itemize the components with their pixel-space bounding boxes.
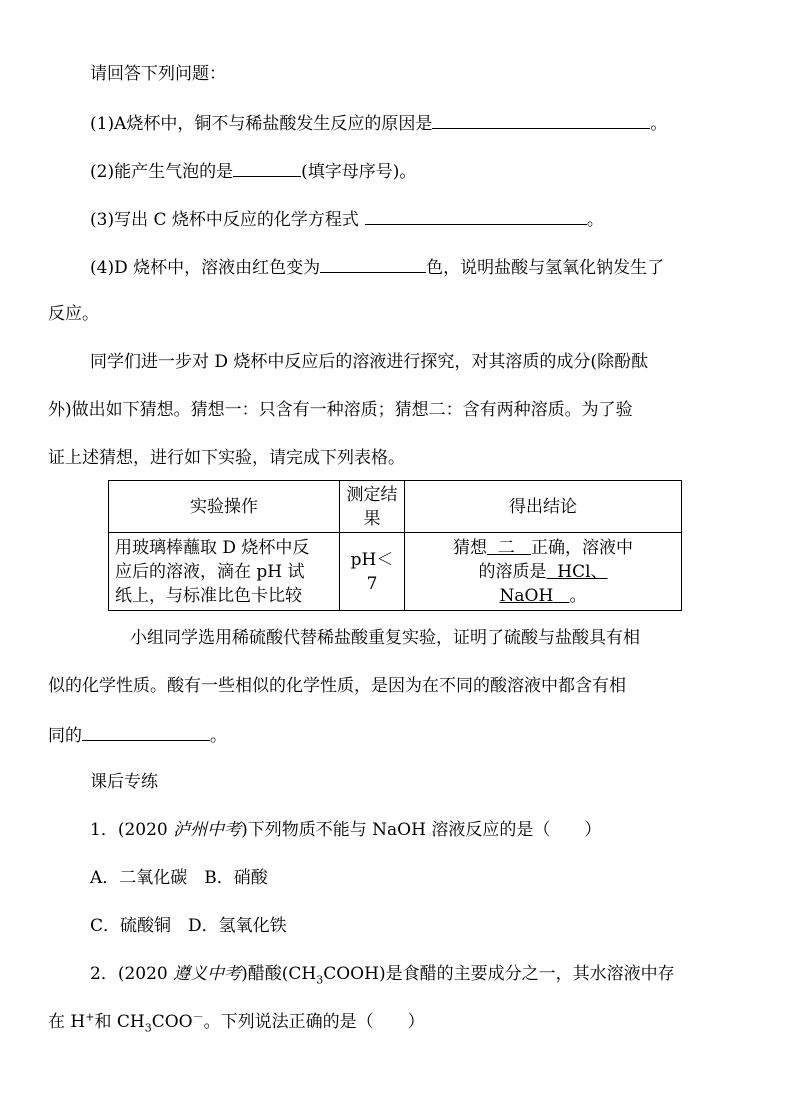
paragraph2-answer-blank[interactable] xyxy=(82,722,210,741)
question-1-end: 。 xyxy=(650,114,668,134)
problem-1: 1．(2020 泸州中考)下列物质不能与 NaOH 溶液反应的是（ ） xyxy=(90,820,602,840)
paragraph-line-3: 证上述猜想，进行如下实验，请完成下列表格。 xyxy=(48,448,405,468)
question-3-text: (3)写出 C 烧杯中反应的化学方程式 xyxy=(90,210,359,230)
section-heading: 课后专练 xyxy=(90,772,158,792)
intro-text: 请回答下列问题： xyxy=(90,64,226,84)
operation-line-2: 应后的溶液，滴在 pH 试 xyxy=(115,561,305,582)
question-3 xyxy=(90,206,604,232)
question-2-answer-blank[interactable] xyxy=(233,158,301,177)
operation-line-1: 用玻璃棒蘸取 D 烧杯中反 xyxy=(115,537,310,558)
table-cell-operation xyxy=(109,533,340,611)
problem-2: 2．(2020 遵义中考)醋酸$(CH_3COOH)$是食醋的主要成分之一，其水溶液中存 xyxy=(90,964,675,987)
paragraph2-line-3: 同的 。 xyxy=(48,722,227,748)
question-2 xyxy=(90,158,416,184)
paragraph2-line-2: 似的化学性质。酸有一些相似的化学性质，是因为在不同的酸溶液中都含有相 xyxy=(48,676,626,696)
question-4-continuation: 反应。 xyxy=(48,304,99,324)
paragraph-line-2: 外)做出如下猜想。猜想一：只含有一种溶质；猜想二：含有两种溶质。为了验 xyxy=(48,400,633,420)
question-1-answer-blank[interactable] xyxy=(432,110,650,129)
solute-answer-1: HCl、 xyxy=(557,561,608,582)
question-2-end: (填字母序号)。 xyxy=(301,162,417,182)
problem-1-source: 泸州中考 xyxy=(173,820,242,840)
problem-2-source: 遵义中考 xyxy=(173,964,242,984)
problem-2-line-2: 在 H+和 $CH_3COO^-$。下列说法正确的是（ ） xyxy=(48,1010,425,1035)
question-4-text: (4)D 烧杯中，溶液由红色变为 xyxy=(90,258,321,278)
conclusion-line-1: 猜想 二 正确，溶液中 xyxy=(452,537,634,558)
problem-1-options-ab: A．二氧化碳 B．硝酸 xyxy=(90,868,268,888)
question-4-answer-blank[interactable] xyxy=(320,254,426,273)
question-2-text: (2)能产生气泡的是 xyxy=(90,162,234,182)
question-1-text: (1)A烧杯中，铜不与稀盐酸发生反应的原因是 xyxy=(90,114,433,134)
paragraph-line-1: 同学们进一步对 D 烧杯中反应后的溶液进行探究，对其溶质的成分(除酚酞 xyxy=(90,352,649,372)
conclusion-answer: 二 xyxy=(497,537,515,558)
conclusion-line-2: 的溶质是 HCl、 xyxy=(478,561,608,582)
question-3-end: 。 xyxy=(586,210,604,230)
table-header-conclusion: 得出结论 xyxy=(405,481,682,533)
problem-1-options-cd: C．硫酸铜 D．氢氧化铁 xyxy=(90,916,287,936)
operation-line-3: 纸上，与标准比色卡比较 xyxy=(115,585,302,606)
table-header-operation: 实验操作 xyxy=(109,481,340,533)
conclusion-line-3: NaOH 。 xyxy=(499,585,587,606)
table-header-result: 测定结果 xyxy=(340,481,405,533)
question-4-end: 色，说明盐酸与氢氧化钠发生了 xyxy=(426,258,665,278)
question-3-answer-blank[interactable] xyxy=(365,206,587,225)
experiment-table xyxy=(108,480,682,611)
table-cell-conclusion xyxy=(405,533,682,611)
paragraph2-line-1: 小组同学选用稀硫酸代替稀盐酸重复实验，证明了硫酸与盐酸具有相 xyxy=(130,628,640,648)
question-1 xyxy=(90,110,667,136)
question-4 xyxy=(90,254,664,280)
table-cell-result: pH＜7 xyxy=(340,533,405,611)
solute-answer-2: NaOH xyxy=(499,585,554,606)
